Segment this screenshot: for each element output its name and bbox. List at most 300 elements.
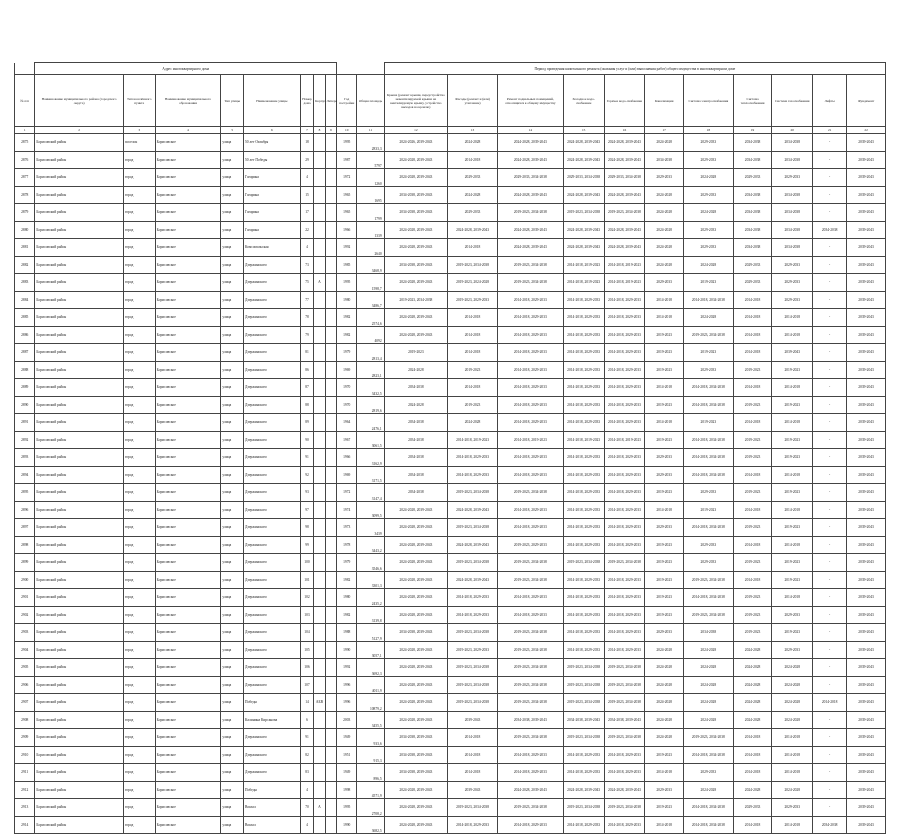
table-cell: 2014-2018, 2029-2033 xyxy=(563,379,604,397)
table-cell xyxy=(314,134,325,152)
table-cell xyxy=(314,781,325,799)
table-cell: 1992 xyxy=(337,239,357,257)
table-cell: - xyxy=(813,571,847,589)
table-cell: 2019-2023 xyxy=(645,606,684,624)
table-cell: 2024-2028, 2039-2043 xyxy=(497,134,563,152)
table-cell: 2014-2018, 2029-2033 xyxy=(448,606,498,624)
table-cell: 6 xyxy=(300,711,314,729)
table-cell: 2029-2033 xyxy=(683,221,733,239)
table-cell: город xyxy=(123,221,155,239)
table-cell: 2014-2018, 2029-2033 xyxy=(604,571,645,589)
table-cell: Дзержинского xyxy=(244,554,301,572)
table-cell: 2014-2018, 2019-2023 xyxy=(563,274,604,292)
table-cell: 2024-2028, 2039-2043 xyxy=(497,781,563,799)
table-cell: 2029-2033 xyxy=(645,274,684,292)
table-cell: 2029-2033 xyxy=(772,256,813,274)
table-cell: - xyxy=(813,361,847,379)
table-row xyxy=(15,571,886,589)
table-cell: Борисовское xyxy=(155,151,221,169)
table-cell: Борисовское xyxy=(155,379,221,397)
table-cell: 2024-2028, 2039-2043 xyxy=(384,169,447,187)
table-cell: 2024-2028, 2039-2043 xyxy=(384,151,447,169)
column-index: 18 xyxy=(683,127,733,134)
table-cell: 2014-2018 xyxy=(772,589,813,607)
table-cell: 2029-2033, 2034-2038 xyxy=(497,169,563,187)
table-cell: Борисовское xyxy=(155,484,221,502)
column-header: Общая площадь xyxy=(357,75,384,127)
table-cell: Гагарина xyxy=(244,204,301,222)
column-index: 19 xyxy=(733,127,772,134)
table-cell: улица xyxy=(221,169,244,187)
table-cell: улица xyxy=(221,606,244,624)
table-cell: 2039-2043 xyxy=(847,396,886,414)
table-cell: 2024-2028, 2039-2043 xyxy=(384,641,447,659)
table-cell: 2014-2018, 2029-2033 xyxy=(604,414,645,432)
table-cell: 2039-2043 xyxy=(847,291,886,309)
table-cell: 2024-2028 xyxy=(683,204,733,222)
table-cell: 1990 xyxy=(337,816,357,834)
table-cell: 2039-2043 xyxy=(847,361,886,379)
table-cell: 2034-2038 xyxy=(733,151,772,169)
table-row xyxy=(15,659,886,677)
table-cell: Борисовское xyxy=(155,414,221,432)
table-cell xyxy=(325,221,336,239)
table-cell: 2014-2018, 2029-2033 xyxy=(497,379,563,397)
table-cell: 92 xyxy=(300,466,314,484)
table-cell: 2908 xyxy=(15,711,35,729)
column-header: Тип улицы xyxy=(221,75,244,127)
table-cell: 2883 xyxy=(15,274,35,292)
table-row xyxy=(15,291,886,309)
table-cell: 73 xyxy=(300,256,314,274)
table-cell: 2014-2018 xyxy=(772,764,813,782)
table-cell: 2014-2018 xyxy=(448,344,498,362)
table-cell: Дзержинского xyxy=(244,484,301,502)
table-cell: Борисовский район xyxy=(35,676,123,694)
table-cell: Дзержинского xyxy=(244,641,301,659)
table-cell: 1987 xyxy=(337,151,357,169)
table-cell: город xyxy=(123,484,155,502)
table-cell: 2034-2038 xyxy=(733,186,772,204)
table-cell: 4 xyxy=(300,169,314,187)
table-cell: 2833,3 xyxy=(357,134,384,152)
table-cell xyxy=(314,659,325,677)
table-cell: 103 xyxy=(300,606,314,624)
table-cell: 2014-2018 xyxy=(772,729,813,747)
table-cell: город xyxy=(123,729,155,747)
table-cell: 2019-2023, 2034-2038 xyxy=(497,676,563,694)
table-cell: 2024-2028 xyxy=(448,134,498,152)
table-cell: 2476,1 xyxy=(357,414,384,432)
table-cell: Дзержинского xyxy=(244,344,301,362)
table-cell: 18 xyxy=(300,134,314,152)
table-cell: 2014-2018 xyxy=(448,729,498,747)
table-cell: 2034-2038 xyxy=(384,431,447,449)
table-cell: Дзержинского xyxy=(244,379,301,397)
table-cell: 2029-2033 xyxy=(772,291,813,309)
table-cell: 2014-2018, 2029-2033 xyxy=(604,501,645,519)
table-cell: 4092 xyxy=(357,326,384,344)
column-index: 13 xyxy=(448,127,498,134)
table-cell: улица xyxy=(221,431,244,449)
table-cell: Борисовский район xyxy=(35,746,123,764)
table-row xyxy=(15,484,886,502)
table-cell: 2014-2018 xyxy=(733,746,772,764)
table-cell: 2019-2023 xyxy=(645,554,684,572)
table-cell: 2039-2043 xyxy=(847,134,886,152)
table-cell: 2014-2018, 2029-2033 xyxy=(497,396,563,414)
table-cell: 2034-2038 xyxy=(733,204,772,222)
header-index-row xyxy=(15,127,886,134)
table-cell: 1339 xyxy=(357,221,384,239)
table-cell: 2014-2018, 2029-2033 xyxy=(563,519,604,537)
table-cell: 2019-2023, 2034-2038 xyxy=(563,659,604,677)
table-cell: 2014-2018, 2029-2033 xyxy=(604,641,645,659)
table-cell: 2019-2023 xyxy=(733,449,772,467)
table-cell: 2902 xyxy=(15,606,35,624)
table-cell: Борисовский район xyxy=(35,781,123,799)
table-cell: 2014-2018 xyxy=(733,414,772,432)
table-cell: 88 xyxy=(300,396,314,414)
table-cell xyxy=(325,519,336,537)
table-cell: город xyxy=(123,431,155,449)
table-cell: 2034-2038 xyxy=(772,151,813,169)
table-cell: 2039-2043 xyxy=(847,379,886,397)
table-cell: 2034-2038 xyxy=(733,134,772,152)
table-row xyxy=(15,501,886,519)
table-cell: город xyxy=(123,186,155,204)
table-cell: 2014-2018 xyxy=(645,379,684,397)
table-row xyxy=(15,816,886,834)
table-cell: 2019-2023 xyxy=(645,431,684,449)
table-cell: 1695 xyxy=(357,186,384,204)
table-cell: 2039-2043 xyxy=(847,711,886,729)
table-cell xyxy=(314,676,325,694)
table-cell: 2024-2028, 2039-2043 xyxy=(448,571,498,589)
table-cell: 2019-2023, 2034-2038 xyxy=(497,641,563,659)
table-cell: 2014-2018, 2034-2038 xyxy=(683,519,733,537)
table-cell xyxy=(325,466,336,484)
table-cell: 1978 xyxy=(337,536,357,554)
table-cell: 2024-2028, 2039-2043 xyxy=(497,186,563,204)
table-cell: 2019-2023, 2034-2038 xyxy=(497,624,563,642)
table-cell: улица xyxy=(221,151,244,169)
table-cell: 2014-2018, 2029-2033 xyxy=(497,589,563,607)
table-cell: 2014-2018, 2029-2033 xyxy=(563,361,604,379)
table-cell: улица xyxy=(221,221,244,239)
table-cell: 2014-2018 xyxy=(733,501,772,519)
table-cell xyxy=(314,729,325,747)
table-cell: 2014-2018 xyxy=(733,344,772,362)
table-cell: 2014-2018, 2029-2033 xyxy=(563,466,604,484)
table-cell: 2014-2018 xyxy=(645,309,684,327)
table-cell xyxy=(325,589,336,607)
table-cell: 2039-2043 xyxy=(847,186,886,204)
table-cell xyxy=(314,554,325,572)
table-cell: 2024-2028, 2039-2043 xyxy=(563,781,604,799)
table-cell: улица xyxy=(221,659,244,677)
table-cell: 2039-2043 xyxy=(847,466,886,484)
table-cell: 93 xyxy=(300,484,314,502)
table-cell: 2888 xyxy=(15,361,35,379)
table-cell: 1982 xyxy=(337,606,357,624)
table-cell: город xyxy=(123,519,155,537)
table-cell: 2014-2018, 2034-2038 xyxy=(683,291,733,309)
table-cell: 2879 xyxy=(15,204,35,222)
table-cell: - xyxy=(813,606,847,624)
table-cell: город xyxy=(123,624,155,642)
table-cell: Борисовский район xyxy=(35,606,123,624)
table-cell: - xyxy=(813,676,847,694)
table-cell: 4 xyxy=(300,816,314,834)
table-cell: 1965 xyxy=(337,204,357,222)
table-cell: 105 xyxy=(300,641,314,659)
table-cell: - xyxy=(813,291,847,309)
table-cell: улица xyxy=(221,239,244,257)
table-cell: 2034-2038 xyxy=(733,239,772,257)
table-cell: Борисовский район xyxy=(35,169,123,187)
table-cell: Борисовский район xyxy=(35,256,123,274)
table-cell: 1982 xyxy=(337,326,357,344)
table-cell: - xyxy=(813,536,847,554)
table-cell: 2039-2043 xyxy=(847,449,886,467)
table-cell: 2019-2023, 2034-2038 xyxy=(563,799,604,817)
table-cell: 2019-2023 xyxy=(733,519,772,537)
table-cell: 2014-2018, 2019-2023 xyxy=(497,431,563,449)
table-cell: Вокзал xyxy=(244,816,301,834)
table-cell: 2014-2018, 2029-2033 xyxy=(497,344,563,362)
table-cell: Борисовское xyxy=(155,746,221,764)
table-cell: улица xyxy=(221,309,244,327)
table-cell: 2024-2028 xyxy=(733,711,772,729)
table-cell: 2019-2023, 2034-2038 xyxy=(497,484,563,502)
table-cell: 1995 xyxy=(337,274,357,292)
table-cell: - xyxy=(813,274,847,292)
table-cell: 2014-2018 xyxy=(645,501,684,519)
table-row xyxy=(15,239,886,257)
table-cell: 2019-2023, 2034-2038 xyxy=(448,799,498,817)
column-header: Номер дома xyxy=(300,75,314,127)
table-cell: 2014-2018, 2034-2038 xyxy=(683,379,733,397)
table-cell: 2014-2018, 2029-2033 xyxy=(604,449,645,467)
table-cell: 2014-2018 xyxy=(733,729,772,747)
table-cell xyxy=(314,326,325,344)
table-cell: 1990 xyxy=(337,641,357,659)
table-cell: Борисовский район xyxy=(35,134,123,152)
table-cell: 2034-2038 xyxy=(772,221,813,239)
table-row xyxy=(15,414,886,432)
table-cell: 2039-2043 xyxy=(847,659,886,677)
table-cell: 2014-2018 xyxy=(772,326,813,344)
table-cell: - xyxy=(813,431,847,449)
table-cell: Борисовское xyxy=(155,466,221,484)
table-cell: 2019-2023, 2034-2038 xyxy=(563,204,604,222)
table-cell: - xyxy=(813,746,847,764)
table-cell: 3171,5 xyxy=(357,466,384,484)
table-cell: Дзержинского xyxy=(244,431,301,449)
table-cell: 2024-2028, 2039-2043 xyxy=(563,134,604,152)
table-cell: 2014-2018, 2029-2033 xyxy=(497,309,563,327)
table-cell: 2014-2018, 2029-2033 xyxy=(604,764,645,782)
table-cell: Дзержинского xyxy=(244,764,301,782)
table-cell: 2034-2038 xyxy=(772,204,813,222)
table-cell: 2913 xyxy=(15,799,35,817)
table-cell: улица xyxy=(221,396,244,414)
table-cell: 3162,9 xyxy=(357,449,384,467)
table-cell: Дзержинского xyxy=(244,309,301,327)
table-cell: Борисовское xyxy=(155,326,221,344)
housing-repair-register-table xyxy=(14,62,886,834)
table-cell: 2014-2018, 2029-2033 xyxy=(563,291,604,309)
table-row xyxy=(15,221,886,239)
table-cell: 2878 xyxy=(15,186,35,204)
table-row xyxy=(15,641,886,659)
table-cell: улица xyxy=(221,624,244,642)
column-header: Канализация xyxy=(645,75,684,127)
table-cell: 2034-2038, 2039-2043 xyxy=(563,711,604,729)
table-cell xyxy=(325,641,336,659)
table-cell: 2014-2018, 2029-2033 xyxy=(563,501,604,519)
table-cell: улица xyxy=(221,326,244,344)
table-cell: 2014-2018, 2034-2038 xyxy=(683,589,733,607)
table-cell: 90 xyxy=(300,431,314,449)
table-cell: Борисовский район xyxy=(35,379,123,397)
table-cell xyxy=(325,676,336,694)
table-cell: улица xyxy=(221,484,244,502)
table-cell: 2019-2023, 2034-2038 xyxy=(604,676,645,694)
table-cell: Борисовский район xyxy=(35,309,123,327)
table-cell: Борисовское xyxy=(155,729,221,747)
table-cell: 2014-2018 xyxy=(772,501,813,519)
table-cell: 3061,5 xyxy=(357,431,384,449)
table-cell xyxy=(325,571,336,589)
table-cell: Гагарина xyxy=(244,221,301,239)
table-cell: улица xyxy=(221,781,244,799)
table-cell xyxy=(314,449,325,467)
table-cell: 2024-2028 xyxy=(645,204,684,222)
table-cell: Борисовский район xyxy=(35,414,123,432)
table-cell: 2034-2038 xyxy=(772,186,813,204)
table-cell: 2019-2023, 2029-2033 xyxy=(448,641,498,659)
table-cell: город xyxy=(123,816,155,834)
table-cell: Борисовское xyxy=(155,624,221,642)
table-cell xyxy=(314,256,325,274)
table-cell: 2014-2018, 2029-2033 xyxy=(604,519,645,537)
table-cell: 2014-2018, 2029-2033 xyxy=(604,344,645,362)
table-row xyxy=(15,764,886,782)
table-cell: 2034-2038 xyxy=(813,221,847,239)
table-cell: 2014-2018, 2029-2033 xyxy=(563,414,604,432)
column-header: Холодное водо-снабжение xyxy=(563,75,604,127)
table-cell: 2886 xyxy=(15,326,35,344)
table-cell: Борисовский район xyxy=(35,536,123,554)
header-group-row xyxy=(15,63,886,75)
table-cell xyxy=(325,729,336,747)
table-cell: 2019-2023 xyxy=(733,589,772,607)
table-row xyxy=(15,256,886,274)
table-cell: 2014-2018, 2029-2033 xyxy=(497,519,563,537)
table-cell: 2019-2023 xyxy=(645,396,684,414)
table-cell: 3439 xyxy=(357,519,384,537)
table-cell: 2014-2018, 2029-2033 xyxy=(497,764,563,782)
table-cell: улица xyxy=(221,449,244,467)
table-cell: 2014-2018, 2029-2033 xyxy=(497,466,563,484)
table-cell xyxy=(314,816,325,834)
column-header: Система газоснабжения xyxy=(772,75,813,127)
column-index: 20 xyxy=(772,127,813,134)
table-cell xyxy=(325,606,336,624)
table-cell: 2019-2023, 2034-2038 xyxy=(563,676,604,694)
table-cell: 2014-2018, 2029-2033 xyxy=(604,816,645,834)
table-cell: 1970 xyxy=(337,379,357,397)
table-cell: 2039-2043 xyxy=(847,274,886,292)
table-cell: улица xyxy=(221,414,244,432)
table-cell: 2034-2038 xyxy=(683,624,733,642)
table-cell: 1992 xyxy=(337,659,357,677)
column-header: № п/п xyxy=(15,75,35,127)
table-cell xyxy=(325,186,336,204)
table-cell: 2019-2023 xyxy=(683,501,733,519)
table-cell: 2014-2018, 2019-2023 xyxy=(563,256,604,274)
table-cell: 915,3 xyxy=(357,746,384,764)
table-cell xyxy=(325,431,336,449)
table-cell: 2907 xyxy=(15,694,35,712)
table-cell: 2019-2023 xyxy=(733,361,772,379)
table-cell: улица xyxy=(221,361,244,379)
table-row xyxy=(15,361,886,379)
table-cell: 2019-2023 xyxy=(772,361,813,379)
table-cell: 97 xyxy=(300,501,314,519)
table-cell: 2034-2038, 2039-2043 xyxy=(497,711,563,729)
table-cell: 2029-2033 xyxy=(772,606,813,624)
table-row xyxy=(15,449,886,467)
table-cell: 2029-2033 xyxy=(448,169,498,187)
table-cell: поселок xyxy=(123,134,155,152)
column-index: 8 xyxy=(314,127,325,134)
table-cell: 2034-2038 xyxy=(384,466,447,484)
column-index: 2 xyxy=(35,127,123,134)
table-cell: 2014-2018, 2029-2033 xyxy=(563,309,604,327)
table-cell: Дзержинского xyxy=(244,396,301,414)
table-cell: улица xyxy=(221,186,244,204)
table-cell xyxy=(314,309,325,327)
table-cell: Борисовский район xyxy=(35,449,123,467)
table-cell: Борисовский район xyxy=(35,816,123,834)
table-cell xyxy=(325,326,336,344)
table-cell: 2029-2033 xyxy=(645,781,684,799)
table-cell: 2039-2043 xyxy=(847,151,886,169)
table-cell: 2014-2018 xyxy=(772,309,813,327)
table-cell: 3443,2 xyxy=(357,536,384,554)
table-cell: 3468,9 xyxy=(357,256,384,274)
table-cell: улица xyxy=(221,571,244,589)
table-cell: 2014-2018, 2034-2038 xyxy=(683,466,733,484)
table-cell: 2019-2023 xyxy=(772,554,813,572)
table-cell: 1951 xyxy=(337,746,357,764)
table-cell: 2029-2033 xyxy=(645,519,684,537)
table-cell xyxy=(325,659,336,677)
table-cell: Дзержинского xyxy=(244,659,301,677)
table-cell: 2024-2028, 2039-2043 xyxy=(384,274,447,292)
table-cell: 3301,3 xyxy=(357,571,384,589)
table-cell xyxy=(325,204,336,222)
table-cell: - xyxy=(813,501,847,519)
table-cell: 2014-2018, 2029-2033 xyxy=(563,571,604,589)
table-cell: 2019-2023 xyxy=(733,396,772,414)
table-cell: 2014-2018, 2029-2033 xyxy=(448,589,498,607)
table-cell: 2911 xyxy=(15,764,35,782)
table-cell: 2029-2033 xyxy=(645,449,684,467)
